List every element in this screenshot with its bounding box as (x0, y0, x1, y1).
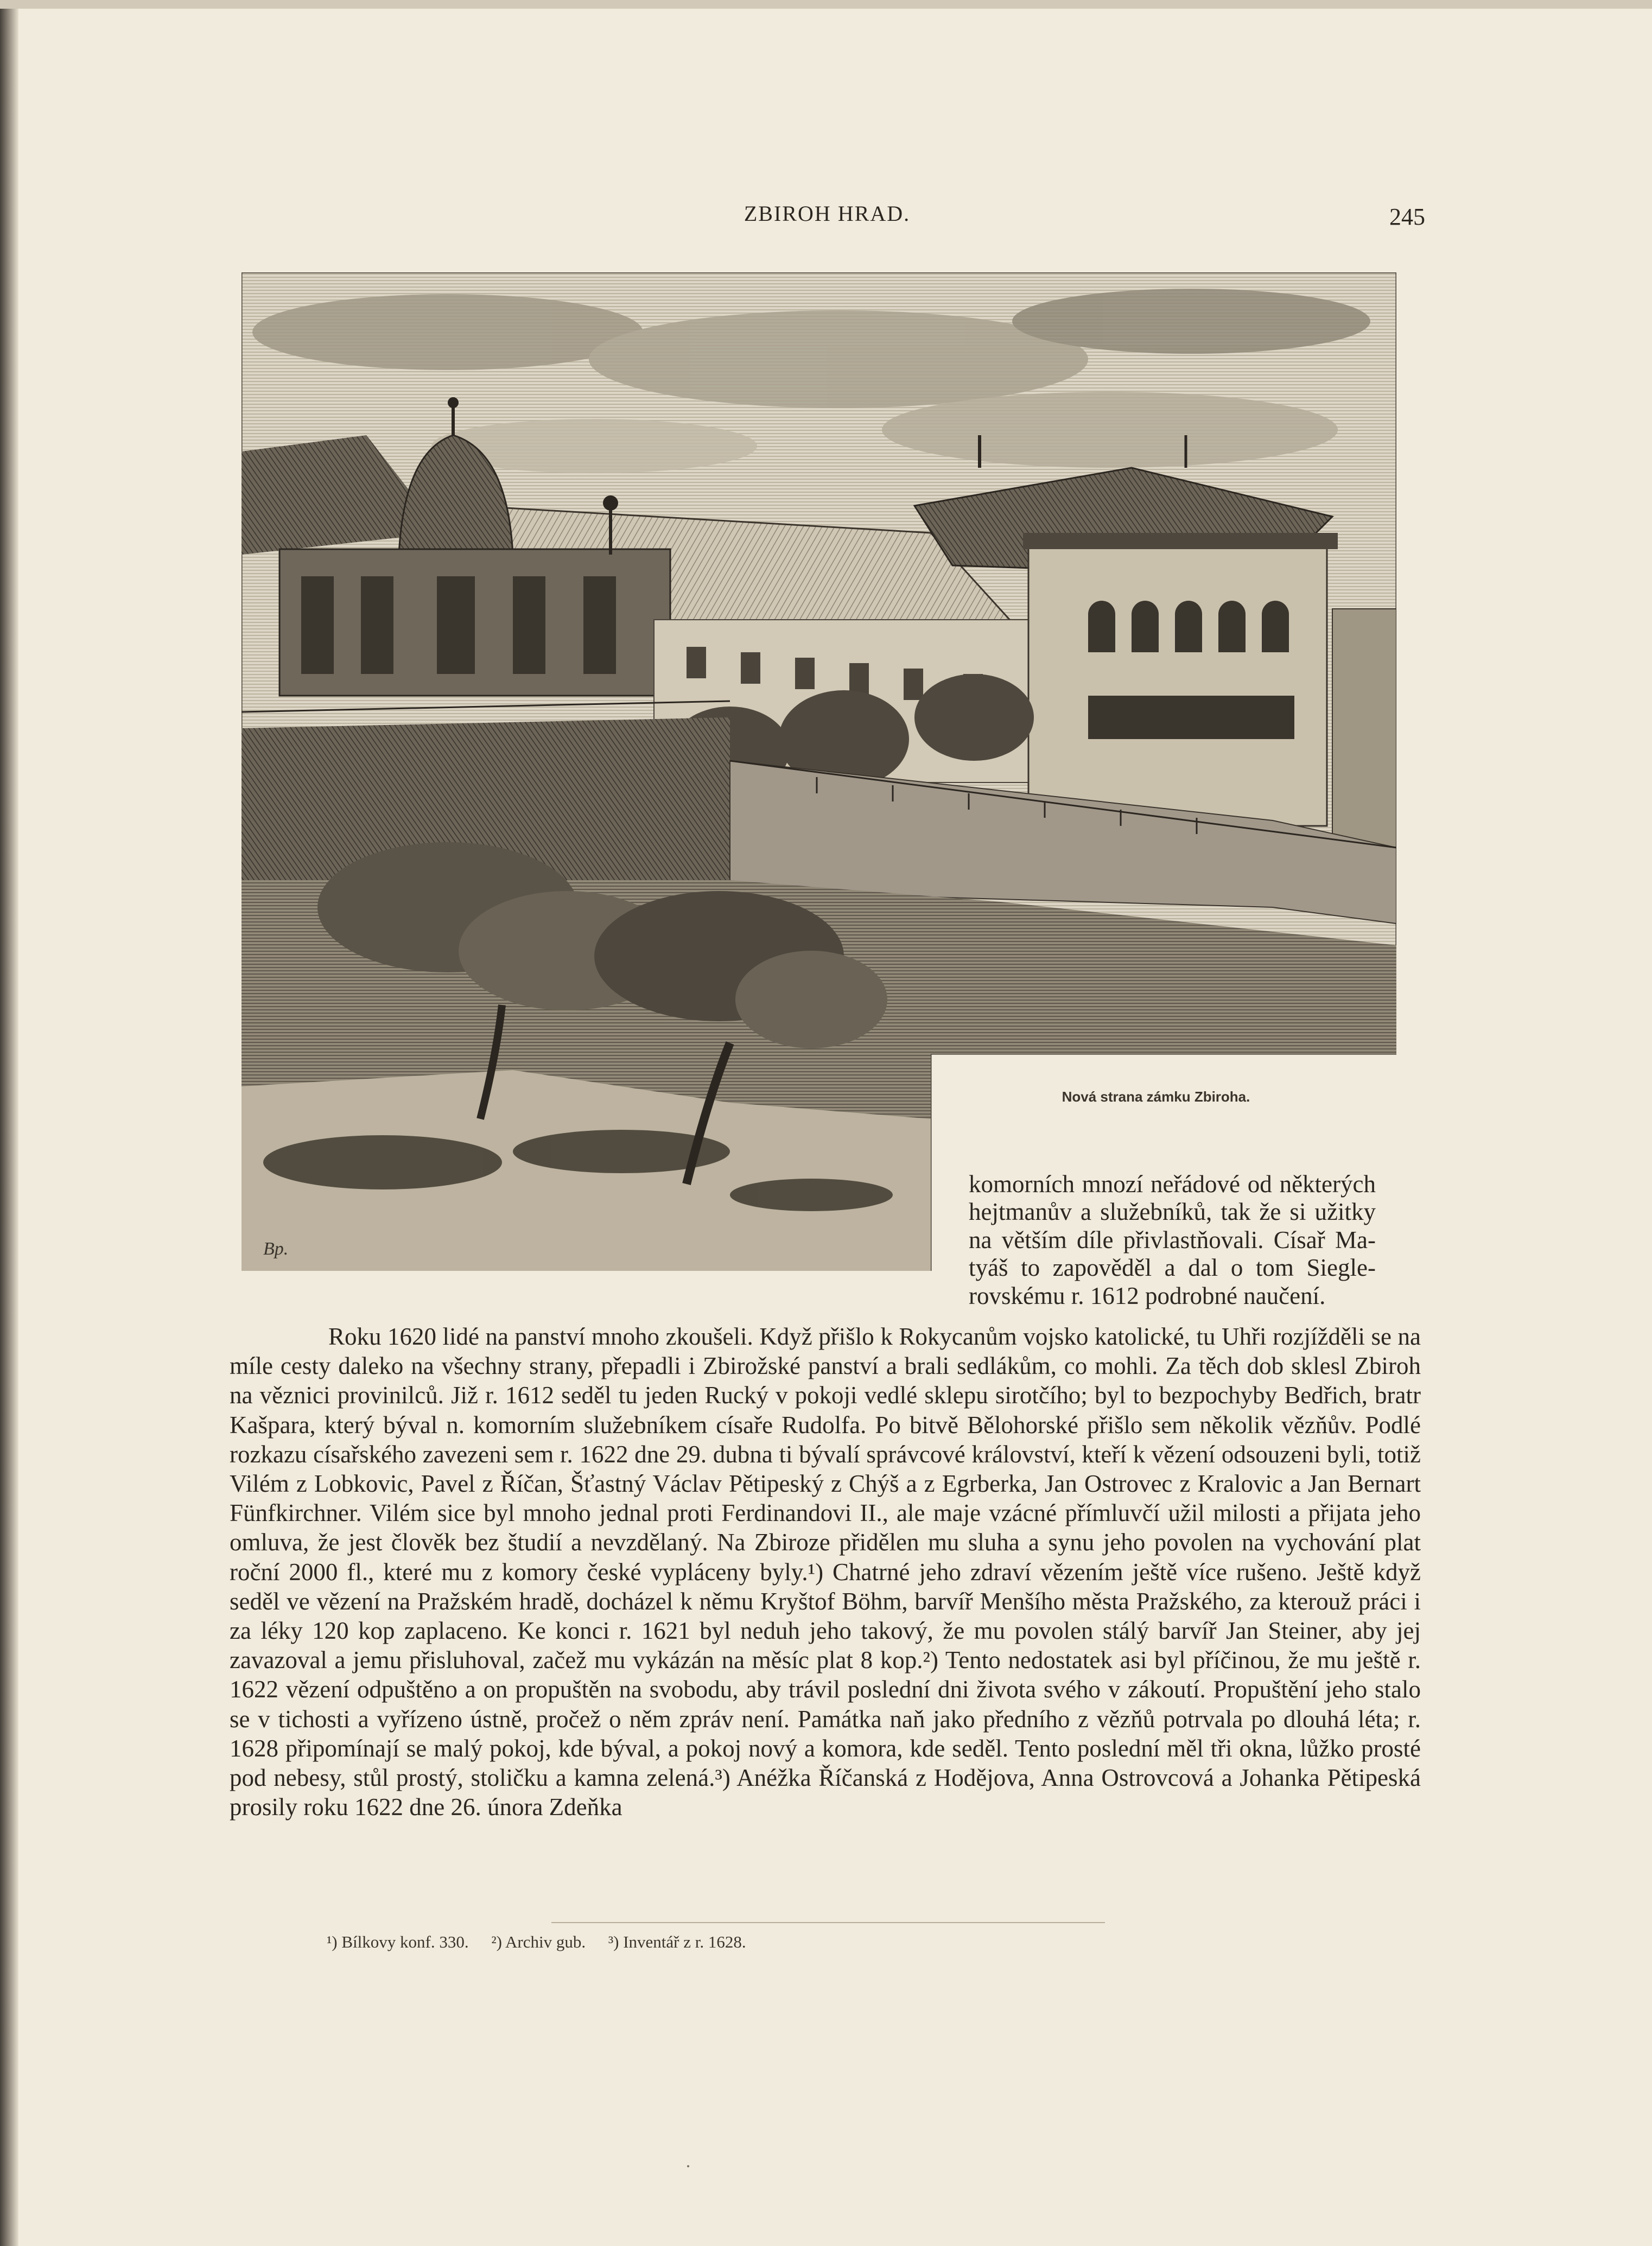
footnote: ¹) Bílkovy konf. 330. (327, 1932, 469, 1951)
footnote: ²) Archiv gub. (491, 1932, 586, 1951)
book-gutter-shadow (0, 0, 18, 2246)
engraver-signature: Bp. (263, 1239, 289, 1259)
footnote: ³) Inventář z r. 1628. (608, 1932, 746, 1951)
footnote-rule (551, 1922, 1105, 1923)
side-paragraph (969, 1170, 1376, 1310)
scan-top-edge (0, 0, 1652, 9)
castle-engraving (242, 272, 1396, 1271)
paper-speck (687, 2165, 689, 2167)
footnotes (327, 1932, 978, 1952)
palace-block (1028, 544, 1327, 826)
side-line: na větším díle přivlastňovali. Císař Ma- (969, 1226, 1376, 1254)
running-head: ZBIROH HRAD. (744, 201, 911, 226)
side-line: komorních mnozí neřádové od některých (969, 1170, 1376, 1198)
side-line: tyáš to zapověděl a dal o tom Siegle- (969, 1254, 1376, 1282)
illustration-caption: Nová strana zámku Zbiroha. (1062, 1089, 1250, 1105)
page-number: 245 (1389, 203, 1425, 230)
side-line: hejtmanův a služebníků, tak že si užitky (969, 1198, 1376, 1226)
side-line: rovskému r. 1612 podrobné naučení. (969, 1282, 1326, 1309)
main-paragraph: Roku 1620 lidé na panství mnoho zkoušeli. Když přišlo k Rokycanům vojsko katolické, tu Uhři rozjížděli se na míle cesty daleko na všechny strany, přepadli i Zbirožské panství a brali sedlákům, co mohli. Za těch dob sklesl Zbiroh na věznici provinilců. Již r. 1612 seděl tu jeden Rucký v pokoji vedlé sklepu sirotčího; byl to bezpochyby Bedřich, bratr Kašpara, který býval n. komorním služebníkem císaře Rudolfa. Po bitvě Bělohorské přišlo sem několik vězňův. Podlé rozkazu císařského zavezeni sem r. 1622 dne 29. dubna ti bývalí správcové království, kteří k vězení odsouzeni byli, totiž Vilém z Lobkovic, Pavel z Říčan, Šťastný Václav Pětipeský z Chýš a z Egrberka, Jan Ostrovec z Kralovic a Jan Bernart Fünfkirchner. Vilém sice byl mnoho jednal proti Ferdinandovi II., ale maje vzácné přímluvčí užil milosti a přijata jeho omluva, že jest člověk bez študií a nevzdělaný. Na Zbiroze přidělen mu sluha a synu jeho povolen na vychování plat roční 2000 fl., které mu z komory české vypláceny byly.¹) Chatrné jeho zdraví vězením ještě více rušeno. Ještě když seděl ve vězení na Pražském hradě, docházel k němu Kryštof Böhm, barvíř Menšího města Pražského, za kterouž práci i za léky 120 kop zaplaceno. Ke konci r. 1621 byl neduh jeho takový, že mu povolen stálý barvíř Jan Steiner, aby jej zavazoval a jemu přisluhoval, začež mu vykázán na měsíc plat 8 kop.²) Tento nedostatek asi byl příčinou, že mu ještě r. 1622 vězení odpuštěno a on propuštěn na svobodu, aby trávil poslední dni života svého v zákoutí. Propuštění jeho stalo se v tichosti a vyřízeno ústně, pročež o něm zpráv není. Památka naň jako předního z vězňů potrvala po dlouhá léta; r. 1628 připomínají se malý pokoj, kde býval, a pokoj nový a komora, kde seděl. Tento poslední měl tři okna, lůžko prosté pod nebesy, stůl prostý, stoličku a kamna zelená.³) Anéžka Říčanská z Hodějova, Anna Ostrovcová a Johanka Pětipeská prosily roku 1622 dne 26. února Zdeňka (230, 1323, 1421, 1821)
